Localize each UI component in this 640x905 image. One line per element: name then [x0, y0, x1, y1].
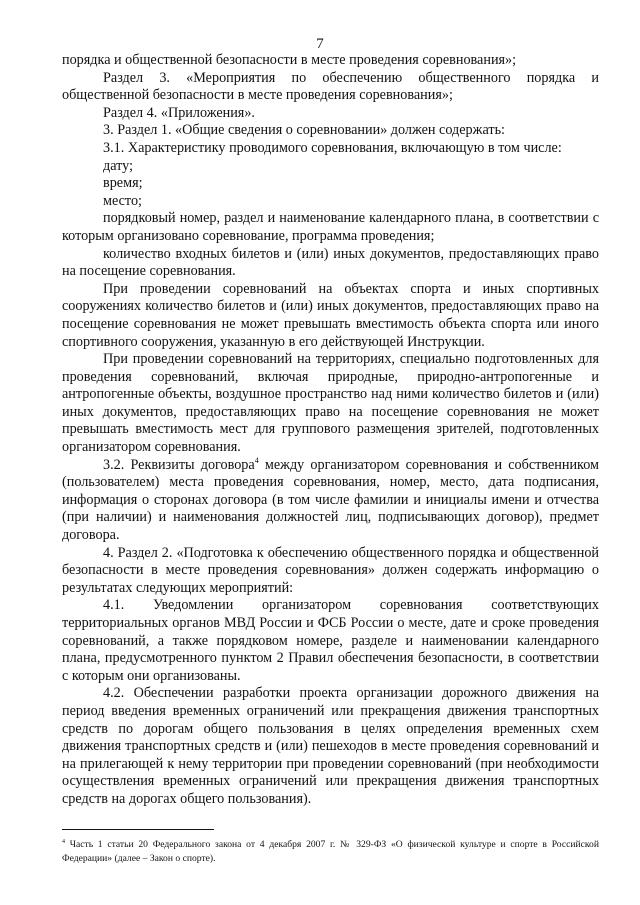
list-item: время; — [103, 175, 143, 192]
paragraph: 3.1. Характеристику проводимого соревнования, включающую в том числе: — [103, 139, 562, 156]
paragraph: Раздел 4. «Приложения». — [103, 104, 255, 121]
paragraph: порядковый номер, раздел и наименование календарного плана, в соответствии с которым организовано соревнование, программа проведения; — [62, 210, 599, 244]
paragraph: При проведении соревнований на территориях, специально подготовленных для проведения соревнований, включая природные, природно-антропогенные и антропогенные объекты, воздушное пространство над ними количество билетов и (или) иных документов, предоставляющих право на посещение соревнования не может превышать вместимость мест для группового размещения зрителей, подготовленных организатором соревнования. — [62, 351, 599, 456]
list-item: дату; — [103, 157, 134, 174]
paragraph-with-footnote — [62, 457, 599, 545]
paragraph: При проведении соревнований на объектах спорта и иных спортивных сооружениях количество билетов и (или) иных документов, предоставляющих право на посещение соревнования не может превышать вместимость объекта спорта или иного спортивного сооружения, указанную в его действующей Инструкции. — [62, 280, 599, 350]
footnote-text: Часть 1 статьи 20 Федерального закона от 4 декабря 2007 г. № 329-ФЗ «О физической культуре и спорте в Российской Федерации» (далее – Закон о спорте). — [62, 839, 599, 864]
footnote-reference[interactable]: 4 — [254, 455, 259, 465]
list-item: место; — [103, 192, 142, 209]
footnote-divider — [62, 829, 214, 830]
paragraph: 4. Раздел 2. «Подготовка к обеспечению общественного порядка и общественной безопасности в месте проведения соревнования» должен содержать информацию о результатах следующих мероприятий: — [62, 544, 599, 596]
footnote — [62, 838, 599, 866]
paragraph: порядка и общественной безопасности в месте проведения соревнования»; — [62, 52, 517, 68]
paragraph-text: 3.2. Реквизиты договора — [103, 456, 255, 473]
paragraph: 4.1. Уведомлении организатором соревнования соответствующих территориальных органов МВД России и ФСБ России о месте, дате и сроке проведения соревнований, а также порядковом номере, разделе и наименовании календарного плана, предусмотренного пунктом 2 Правил обеспечения безопасности, в соответствии с которым они организованы. — [62, 597, 599, 684]
paragraph: 3. Раздел 1. «Общие сведения о соревновании» должен содержать: — [103, 122, 505, 139]
paragraph: количество входных билетов и (или) иных документов, предоставляющих право на посещение соревнования. — [62, 245, 599, 280]
paragraph-text-continued: между организатором соревнования и собственником (пользователем) места проведения соревнования, номер, место, дата подписания, информация о сторонах договора (в том числе фамилии и инициалы имени и отчества (при наличии) и наименования должностей лиц, подписывающих договор), предмет договора. — [62, 456, 600, 544]
document-body — [62, 52, 599, 809]
paragraph: 4.2. Обеспечении разработки проекта организации дорожного движения на период введения временных ограничений или прекращения движения транспортных средств по дорогам общего пользования в целях определения временных схем движения транспортных средств и (или) пешеходов в месте проведения соревнований и на прилегающей к нему территории при проведении соревнований (при необходимости осуществления временных ограничений или прекращения движения транспортных средств на дорогах общего пользования). — [62, 685, 599, 807]
page-number: 7 — [316, 36, 324, 52]
footnote-mark: 4 — [62, 839, 65, 845]
paragraph: Раздел 3. «Мероприятия по обеспечению общественного порядка и общественной безопасности в месте проведения соревнования»; — [62, 69, 599, 104]
